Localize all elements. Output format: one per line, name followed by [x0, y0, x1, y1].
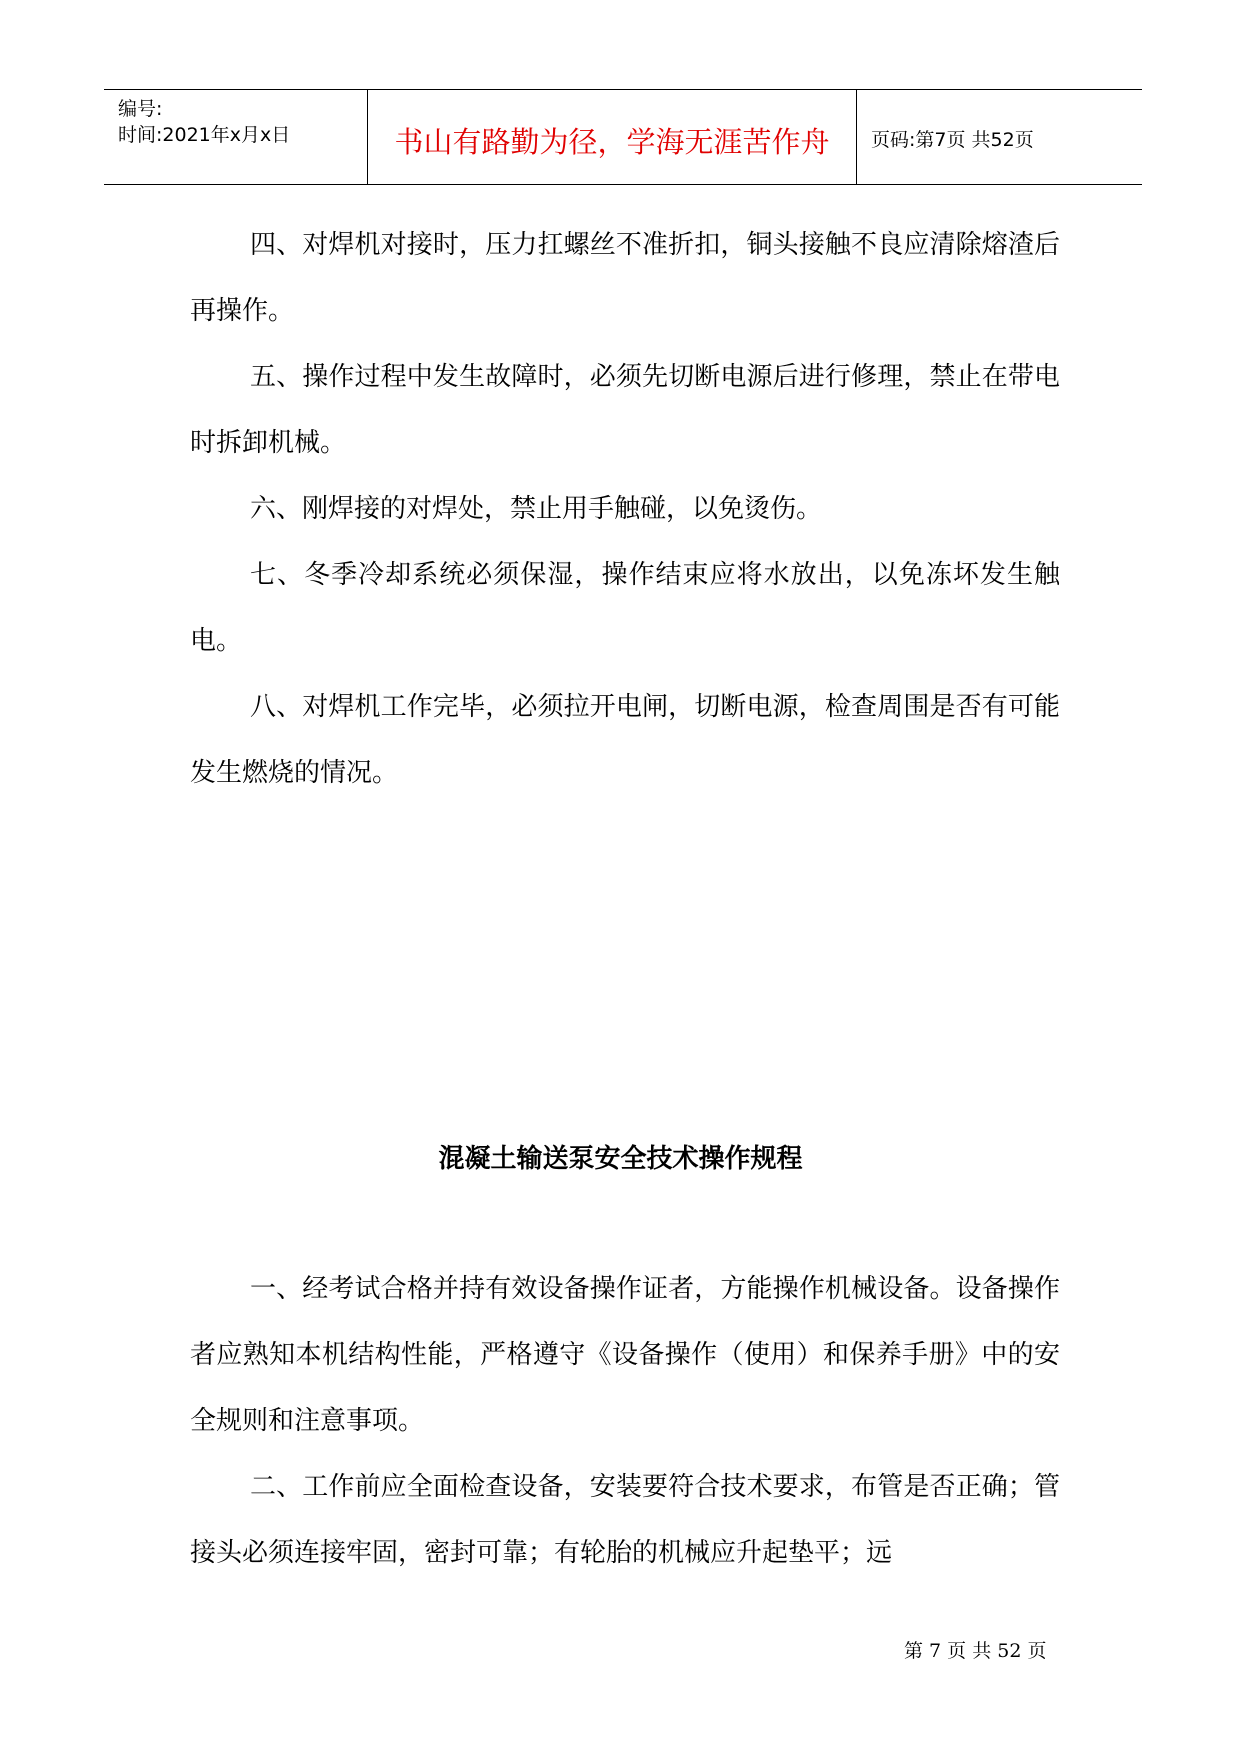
- paragraph-7: 七、冬季冷却系统必须保湿，操作结束应将水放出，以免冻坏发生触电。: [190, 560, 1060, 656]
- paragraph-5: 五、操作过程中发生故障时，必须先切断电源后进行修理，禁止在带电时拆卸机械。: [190, 362, 1060, 458]
- header-meta-cell: [104, 90, 368, 184]
- document-number-label: 编号:: [118, 98, 163, 120]
- paragraph-8: 八、对焊机工作完毕，必须拉开电闸，切断电源，检查周围是否有可能发生燃烧的情况。: [190, 692, 1060, 788]
- header-page-cell: [857, 90, 1142, 184]
- section-title: 混凝土输送泵安全技术操作规程: [438, 1144, 803, 1174]
- document-time-label: 时间:2021年x月x日: [118, 124, 291, 146]
- header-motto-cell: [368, 90, 857, 184]
- header-motto: 书山有路勤为径，学海无涯苦作舟: [394, 125, 830, 159]
- paragraph-2: 二、工作前应全面检查设备，安装要符合技术要求，布管是否正确；管接头必须连接牢固，密封可靠；有轮胎的机械应升起垫平；远: [190, 1472, 1060, 1568]
- header-page-info: 页码:第7页 共52页: [871, 129, 1034, 151]
- paragraph-4: 四、对焊机对接时，压力扛螺丝不准折扣，铜头接触不良应清除熔渣后再操作。: [190, 230, 1060, 326]
- page-header: [104, 89, 1142, 185]
- page-footer: 第 7 页 共 52 页: [904, 1640, 1047, 1662]
- paragraph-6: 六、刚焊接的对焊处，禁止用手触碰，以免烫伤。: [250, 494, 823, 524]
- paragraph-1: 一、经考试合格并持有效设备操作证者，方能操作机械设备。设备操作者应熟知本机结构性能，严格遵守《设备操作（使用）和保养手册》中的安全规则和注意事项。: [190, 1274, 1060, 1436]
